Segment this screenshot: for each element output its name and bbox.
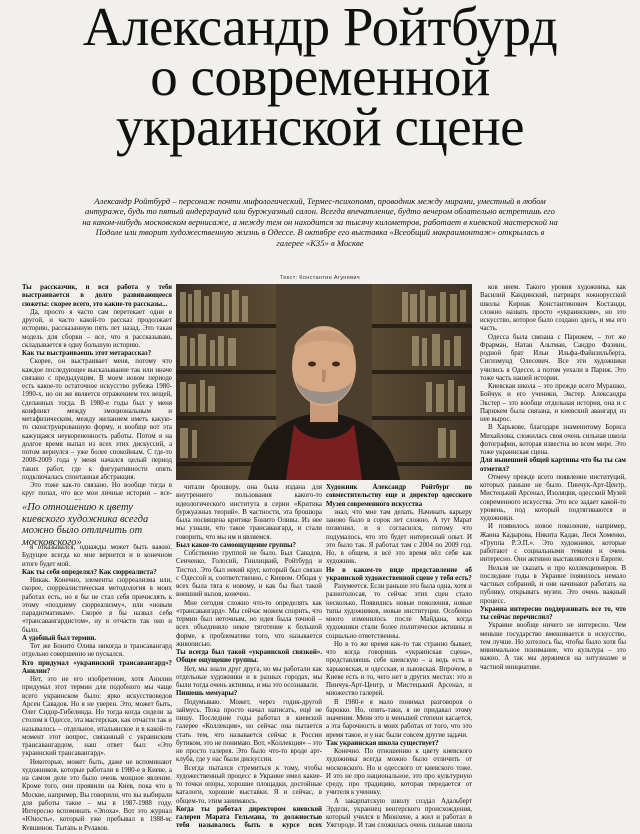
interview-question: Пишешь мемуары? — [176, 690, 238, 698]
body-paragraph: Да, просто я часто сам перетекает одни в другой, и часто какой-то рассказ продолжает историю, рассказанную пять лет назад. Это такая модель для сборки – все, что я рассказываю, складывается в одну большую историю. — [22, 308, 172, 349]
byline: Текст: Константин Агуневич — [279, 275, 361, 281]
interview-question: Украина интересно поддерживать все то, что ты сейчас перечислил? — [480, 605, 626, 621]
body-paragraph: Разумеется. Если раньше это была одна, хотя и разноголосая, то сейчас этих сцен стало несколько. Появились новые поколения, новые типы художников, новые институции. Особенно много изменилось после Майдана, когда художники стали более политически активны и социально ответственны. — [326, 583, 472, 640]
body-paragraph: Скорее, он выстраивает меня, потому что каждое последующее высказывание так или иначе связано с предыдущим. В моем новом периоде есть какое-то остаточное искусство рубежа 1980-1990-х, но он же является отражением тех вещей, сделанных тогда. В 1980-е годы был у меня конфликт между эмоциональным и метафизическим, между желанием иметь какую-то сконструированную форму, и вообще вот эта кажущаяся неукорененность работы. Потом я на долгое время выпал из всех этих дискуссий, а потом вернулся – уже более спокойным. С где-то 2008-2009 года у меня начался целый период таких работ, где к фигуративности опять подключалась спонтанная абстракция. — [22, 358, 172, 481]
body-paragraph: Никак. Конечно, элементы сюрреализма или, скорее, сюрреалистическая методология в моих работах есть, но я бы не стал себя причислять к этому «позднему сюрреализму», или «новым парадигматикам». Скорее я бы назвал себя «трансавангардистом», ну и отчасти так оно и было. — [22, 577, 172, 634]
body-paragraph: Украине вообще ничего не интересно. Чем меньше государство вмешивается в искусство, тем лучше. Но хотелось бы, чтобы было хотя бы минимальное понимание, что культура – это важно. А так мы держимся на энтузиазме и частной инициативе. — [480, 622, 626, 671]
body-paragraph: И появилось новое поколение, например, Жанна Кадырова, Никита Кадан, Леся Хоменко, «Группа Р.Э.П.». Это художники, которые работают с социальными темами и очень интересно. Они активно выставляются в Европе. — [480, 523, 626, 564]
interview-question: Ты всегда был такой «украинской связкой». Общее ощущение группы. — [176, 649, 322, 665]
title-line-2: о современной — [150, 46, 490, 107]
text-column-2 — [176, 484, 322, 830]
article-lead: Александр Ройтбурд – персонаж почти мифологический, Термес-психопомп, проводник между мирами, уместный в любом антураже, будь то пятый андерграунд или буржуазный салон. Всегда впечатление, будто вечером облательно встретишь его на каком-нибудь московском вернисаже, а между тем он находится за тысячу километров, работает в киевской мастерской на Подоле или творит художественную жизнь в Одессе. В октябре его выставка «Всеобщий макраимонтаж» открылась в галерее «К35» в Москве — [82, 196, 558, 248]
interview-question: Кто придумал «украинский трансавангард»? Анилин? — [22, 659, 172, 675]
title-line-3: украинской сцене — [115, 96, 525, 157]
interview-question: Не в каком-то виде представление об украинской художественной сцене у тебя есть? — [326, 566, 472, 582]
body-paragraph: Собственно группой не было. Был Савадов, Сенченко, Голосий, Гнилицкий, Ройтбурд и Тистол. Это был некий круг, который был связан с Одессой и, соответственно, с Киевом. Общая у всех была тяга к новому, и как бы был такой внешний вызов, конечно. — [176, 550, 322, 599]
body-paragraph: Некоторые, может быть, даже не вспоминают художников, которые работали в 1980-е в Киеве, а на самом деле это было очень мощное явление. Кроме того, они проявили на Киев, пока что в Москве, например, Вы говорили, что вы выбирали для работы такое – мы в 1987-1988 году. Интересно вспоминать «Эпоха». Вот это журнал «Юность», который уже пребывал в 1988-м: Кувшинов, Тытарь и Рудаков. — [22, 758, 172, 830]
body-paragraph: В 1980-е я мало понимал разговоров о барокко. Но, опять-таки, я не придавал этому значения. Меня это в меньшей степени касается, а эта барочность в моих работах от того, что это время такое, и у нас были совсем другие задачи. — [326, 698, 472, 739]
body-paragraph: Всегда пытался стремиться к тому, чтобы художественный процесс в Украине имел какие-то точки опоры, хорошие площадки, достойные каталоги, хорошие выставки. Я и сейчас, в общем-то, этим занимаюсь. — [176, 764, 322, 805]
body-paragraph: Конечно. По отношению к цвету киевского художника всегда можно было отличить от московского. Но и одесского от киевского тоже. И это не про национальное, это про культурную среду, про традицию, которая передается от учителя к ученику. — [326, 748, 472, 797]
text-column-1-continued — [22, 544, 172, 830]
interview-question: А удобный был термин. — [22, 634, 97, 642]
body-paragraph: Нет, это не его изобретение, хотя Анилин придумал этот термин для подобного мы чаще всего украинском было: ярко искусствоведов Арсен Савадов. Но я не уверен. Это, может быть, Олег Сидор-Гибелинда. Но тогда когда сидели за столом в Одессе, эта мастерская, как отчасти так и называлось – отдельное, итальянское и в какой-то момент этот вопрос, связанный с украинским трансавангардом, наш ответ был: «Это украинский трансавангард». — [22, 676, 172, 758]
body-paragraph: Подумываю. Может, через годик-другой займусь. Пока просто начал написать, ещё не пишу. Последние годы работал в киевской галерее «Коллекция», но сейчас она пытается стать тем, что называется сейчас в России бутиком, это не понимаю. Вот, «Коллекция» – это не просто галерея. Это было что-то вроде арт-клуба, где у нас были дискуссии. — [176, 698, 322, 764]
body-paragraph: ков нием. Такого уровня художника, как Василий Кандинский, патриарх южнорусской школы Кириак Константинович Костанди, сложно назвать просто «украинским», но это искусство, которое было создано здесь, и мы его часть. — [480, 284, 626, 333]
body-paragraph: Одесса была связана с Парижем, – тот же Фрарман, Натан Альтман, Сандро Фазини, родной брат Ильи Ильфа-Файнзильберга, Сигизмунд Олесевич. Все эти художники учились в Одессе, а потом уехали в Париж. Это тоже часть нашей истории. — [480, 333, 626, 382]
interview-question: Для нынешней общей картины что бы ты сам отметил? — [480, 457, 626, 473]
body-paragraph: читали брошюру, она была издана для внутреннего пользования какого-то идеологического института в серии «Критика буржуазных теорий». В частности, эта брошюра была посвящена критике Бонито Оливы. Из нее мы узнали, что такое трансавангард, и стали говорить, что мы им и являемся. — [176, 484, 322, 541]
text-column-4 — [480, 284, 626, 830]
body-paragraph: А закарпатскую школу создал Адальберт Эрдели, украинец венгерского происхождения, который учился в Мюнхене, а жил и работал в Ужгороде. И там сложилась очень сильная школа — [326, 797, 472, 830]
body-paragraph: Это тоже как-то связано. Но вообще тогда в круг попал, что все мои личные истории – все- — [22, 482, 172, 498]
body-paragraph: Нельзя не сказать и про коллекционеров. В последние годы в Украине появилось немало частных собраний, и они начинают работать на публику, открывать музеи. Это очень важный процесс. — [480, 564, 626, 605]
text-column-3 — [326, 484, 472, 830]
body-paragraph: В Харькове, благодаря знаменитому Бориса Михайлова, сложилась своя очень сильная школа фотографии, которая известна во всем мире. Это тоже украинская сцена. — [480, 424, 626, 456]
body-paragraph: Киевская школа – это прежде всего Мурашко, Бойчук и его ученики, Экстер. Александра Экстер – это вообще отдельная история, она и с Парижем была связана, и киевский авангард из нее вырос. — [480, 383, 626, 423]
body-paragraph: знал, что мне там делать. Начинать карьеру заново было в сорок лет сложно. А тут Марат позвонил, и я согласился, потому что подумалось, что это будет интересный опыт. И это было так. Я работал там с 2004 по 2009 год. Но, в общем, я всё это время вёл себя как художник. — [326, 508, 472, 566]
interview-question: Как ты себя определял? Как сюрреалиста? — [22, 568, 157, 576]
body-paragraph: Но в то же время как-то так странно бывает, что когда говоришь «украинская сцена», представляешь себе киевскую – а ведь есть и харьковская, и одесская, и львовская. Впрочем, в Киеве есть и то, чего нет в других местах: это и Пинчук-Арт-Центр, и Мистецький Арсенал, и множество галерей. — [326, 640, 472, 698]
body-paragraph: Мне сегодня сложно что-то определять как «трансавангард». Мы сейчас можем спорить, что термин был неточным, но идея была точной – всех объединяло некое тяготение к большой форме, к проблематике того, что называется живописью. — [176, 599, 322, 648]
interview-question: Так украинская школа существует? — [326, 739, 439, 747]
portrait-photo — [176, 284, 472, 480]
body-paragraph: Нет, мы знали друг друга, но мы работали как отдельные художники и в разных городах, мы были тогда очень активны, и мы это осознавали. — [176, 665, 322, 689]
interview-question: Художник Александр Ройтбург по совместительству еще и директор одесского Музея современного искусства — [326, 484, 472, 508]
title-line-1: Александр Ройтбурд — [82, 0, 558, 57]
interview-question: Как ты выстраиваешь этот метарассказ? — [22, 350, 152, 357]
interview-question: Когда ты работал директором киевской галереи Марата Гельмана, то должностью тебя называлось быть в курсе всех — [176, 805, 322, 830]
text-column-1 — [22, 284, 172, 500]
article-title — [30, 0, 610, 157]
interview-question: Ты рассказчик, и вся работа у тебя выстраивается в долго развивающееся сюжеты: скорее всего, это какие-то рассказы... — [22, 284, 172, 308]
pull-quote: «По отношению к цвету киевского художника всегда можно было отличить от московского» — [22, 502, 149, 548]
interview-question: Был какое-то самоощущение группы? — [176, 541, 296, 549]
body-paragraph: Отмечу прежде всего появление институций, которых раньше не было. Пинчук-Арт-Центр, Мистецький Арсенал, Изоляция, одесский Музей современного искусства. Это все задает какой-то уровень, под который подтягиваются и художники. — [480, 473, 626, 522]
body-paragraph: Тот же Бонито Олива никогда в трансавангард отдельно совершенно не пускался. — [22, 643, 172, 659]
body-paragraph: я отказывался, однажды может быть важно. Будущее всегда ко мне вернется и в конечном итоге будет мой. — [22, 544, 172, 568]
